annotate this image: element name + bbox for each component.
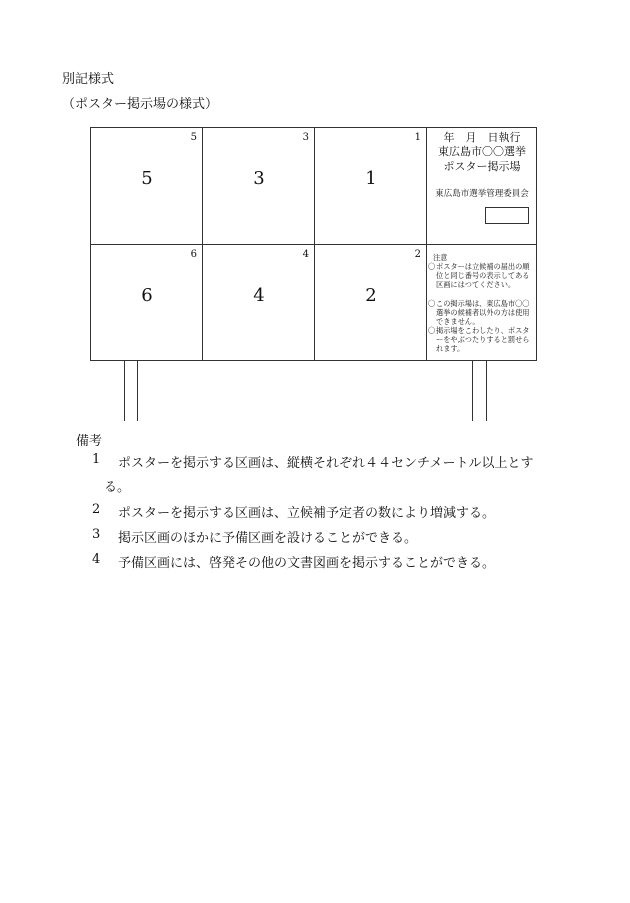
board-post [472, 361, 473, 421]
poster-section-3 [203, 128, 315, 244]
board-info-panel [427, 128, 537, 244]
circle-marker: 〇 [428, 262, 436, 271]
remark-text-continued: る。 [104, 480, 131, 495]
committee-name: 東広島市選挙管理委員会 [435, 189, 529, 199]
remark-text: ポスターを掲示する区画は、立候補予定者の数により増減する。 [118, 506, 496, 521]
remark-number: 4 [92, 552, 101, 567]
section-number-large: 1 [365, 168, 377, 189]
poster-section-1 [315, 128, 427, 244]
notice-title: 注意 [433, 253, 448, 262]
election-date-line: 年 月 日執行 [443, 131, 521, 144]
poster-section-2 [315, 245, 427, 361]
remark-number: 1 [92, 452, 101, 467]
section-number-small: 5 [190, 132, 197, 143]
notice-item [428, 263, 534, 289]
poster-section-5 [91, 128, 203, 244]
section-number-small: 1 [414, 132, 421, 143]
remark-text: ポスターを掲示する区画は、縦横それぞれ４４センチメートル以上とす [118, 456, 534, 471]
notice-panel [427, 245, 537, 361]
remarks-title: 備考 [76, 434, 103, 449]
form-subheading: （ポスター掲示場の様式） [62, 97, 219, 112]
notice-text: この掲示場は、東広島市〇〇選挙の候補者以外の方は使用できません。 [436, 299, 530, 326]
board-post [486, 361, 487, 421]
board-number-box [485, 207, 529, 224]
notice-item [428, 327, 534, 353]
circle-marker: 〇 [428, 299, 436, 308]
election-name-line: 東広島市〇〇選挙 [438, 145, 526, 158]
board-post [137, 361, 138, 421]
section-number-small: 4 [302, 249, 309, 260]
section-number-small: 2 [414, 249, 421, 260]
notice-text: 掲示場をこわしたり、ポスターをやぶつたりすると罰せられます。 [436, 326, 530, 353]
circle-marker: 〇 [428, 326, 436, 335]
board-title-line: ポスター掲示場 [443, 160, 521, 173]
notice-text: ポスターは立候補の届出の順位と同じ番号の表示してある区画にはつてください。 [436, 262, 530, 289]
section-number-large: 4 [253, 285, 265, 306]
section-number-small: 3 [302, 132, 309, 143]
board-post [124, 361, 125, 421]
remark-text: 掲示区画のほかに予備区画を設けることができる。 [118, 531, 418, 546]
notice-item [428, 300, 534, 326]
section-number-small: 6 [190, 249, 197, 260]
remark-number: 3 [92, 527, 101, 542]
section-number-large: 2 [365, 285, 377, 306]
poster-section-4 [203, 245, 315, 361]
remark-text: 予備区画には、啓発その他の文書図画を掲示することができる。 [118, 556, 496, 571]
form-heading: 別記様式 [62, 72, 115, 87]
poster-board [90, 127, 537, 361]
section-number-large: 5 [141, 168, 153, 189]
section-number-large: 6 [141, 285, 153, 306]
remark-number: 2 [92, 502, 101, 517]
poster-section-6 [91, 245, 203, 361]
section-number-large: 3 [253, 168, 265, 189]
